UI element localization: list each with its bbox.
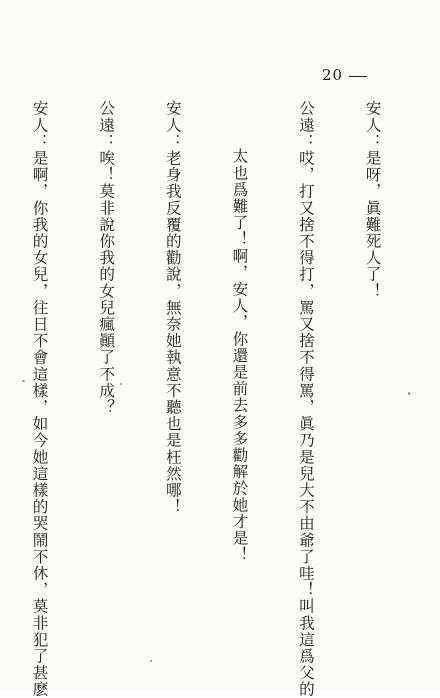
paper-speck xyxy=(22,380,25,382)
paper-speck xyxy=(120,383,122,385)
script-line: 安人：是啊，你我的女兒，往日不會這樣，如今她這樣的哭鬧不休，莫非犯了甚麽 xyxy=(30,100,49,698)
page-number xyxy=(322,66,392,84)
paper-speck xyxy=(150,660,152,662)
script-text-block xyxy=(0,100,428,698)
script-line: 安人：老身我反覆的勸說，無奈她執意不聽也是枉然哪！ xyxy=(163,100,182,515)
page-number-dash xyxy=(349,76,367,77)
script-line: 公遠：唉！莫非說你我的女兒瘋顚了不成？ xyxy=(97,100,116,416)
script-line: 安人：是呀，眞難死人了！ xyxy=(363,100,382,300)
page-number-text: 20 xyxy=(322,66,344,84)
script-line-continuation: 太也爲難了！啊，安人，你還是前去多多勸解於她才是！ xyxy=(230,148,249,563)
script-line: 公遠：哎，打又捨不得打，罵又捨不得罵，眞乃是兒大不由爺了哇！叫我這爲父的 xyxy=(296,100,315,698)
paper-speck xyxy=(408,392,410,395)
